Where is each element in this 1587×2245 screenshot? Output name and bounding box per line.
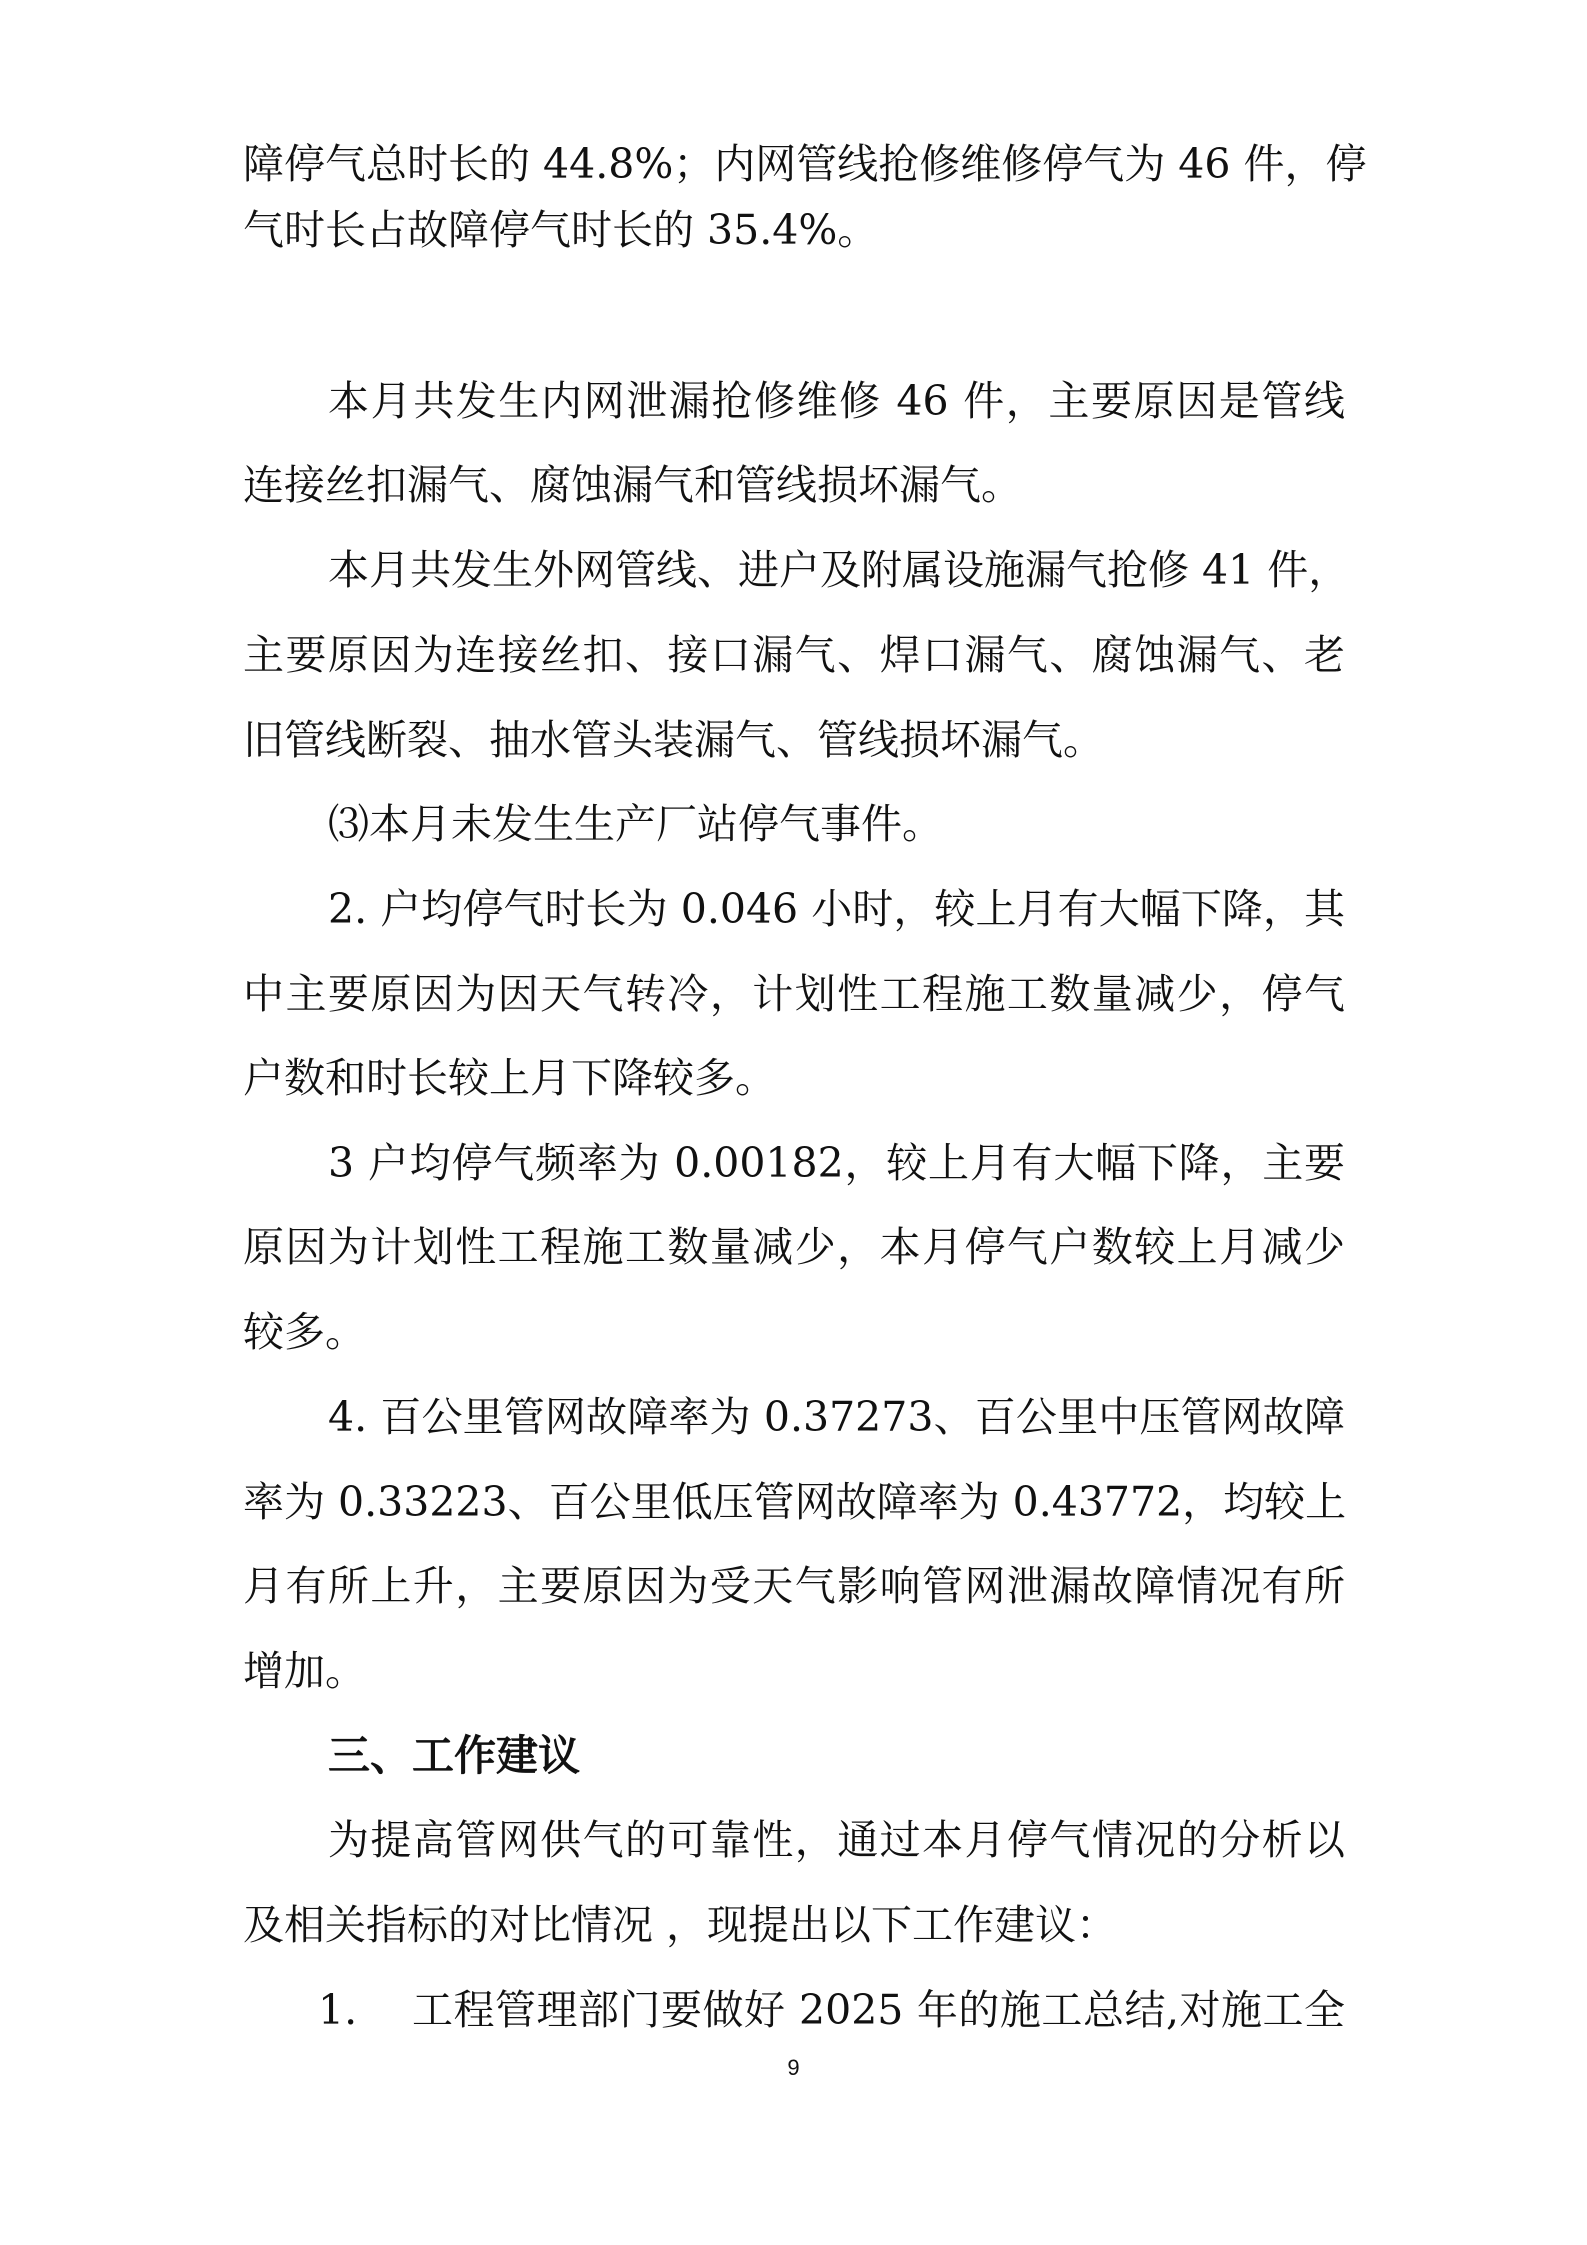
paragraph-first-line: 本月共发生外网管线、进户及附属设施漏气抢修 41 件， — [328, 546, 1350, 594]
list-item-number: 1. — [318, 1986, 358, 2034]
section-heading: 三、工作建议 — [328, 1731, 581, 1780]
body-line: 增加。 — [243, 1647, 366, 1695]
body-line: 连接丝扣漏气、腐蚀漏气和管线损坏漏气。 — [243, 461, 1022, 509]
paragraph-first-line: 4. 百公里管网故障率为 0.37273、百公里中压管网故障 — [328, 1393, 1345, 1441]
body-line: 障停气总时长的 44.8%；内网管线抢修维修停气为 46 件，停 — [243, 140, 1367, 188]
paragraph-first-line: 为提高管网供气的可靠性，通过本月停气情况的分析以 — [328, 1816, 1345, 1864]
body-line: 及相关指标的对比情况 ，现提出以下工作建议： — [243, 1901, 1118, 1949]
body-line: 中主要原因为因天气转冷，计划性工程施工数量减少，停气 — [243, 970, 1345, 1018]
body-line: 旧管线断裂、抽水管头装漏气、管线损坏漏气。 — [243, 716, 1104, 764]
paragraph-line: ⑶本月未发生生产厂站停气事件。 — [328, 800, 943, 848]
body-line: 气时长占故障停气时长的 35.4%。 — [243, 206, 879, 254]
body-line: 较多。 — [243, 1308, 366, 1356]
body-line: 原因为计划性工程施工数量减少，本月停气户数较上月减少 — [243, 1223, 1345, 1271]
paragraph-first-line: 2. 户均停气时长为 0.046 小时，较上月有大幅下降，其 — [328, 885, 1345, 933]
paragraph-first-line: 3 户均停气频率为 0.00182，较上月有大幅下降，主要 — [328, 1139, 1345, 1187]
list-item-text: 工程管理部门要做好 2025 年的施工总结,对施工全 — [412, 1986, 1345, 2034]
paragraph-first-line: 本月共发生内网泄漏抢修维修 46 件，主要原因是管线 — [328, 377, 1345, 425]
page-number: 9 — [787, 2055, 800, 2080]
body-line: 月有所上升，主要原因为受天气影响管网泄漏故障情况有所 — [243, 1562, 1345, 1610]
body-line: 主要原因为连接丝扣、接口漏气、焊口漏气、腐蚀漏气、老 — [243, 631, 1345, 679]
body-line: 户数和时长较上月下降较多。 — [243, 1054, 776, 1102]
body-line: 率为 0.33223、百公里低压管网故障率为 0.43772，均较上 — [243, 1478, 1347, 1526]
